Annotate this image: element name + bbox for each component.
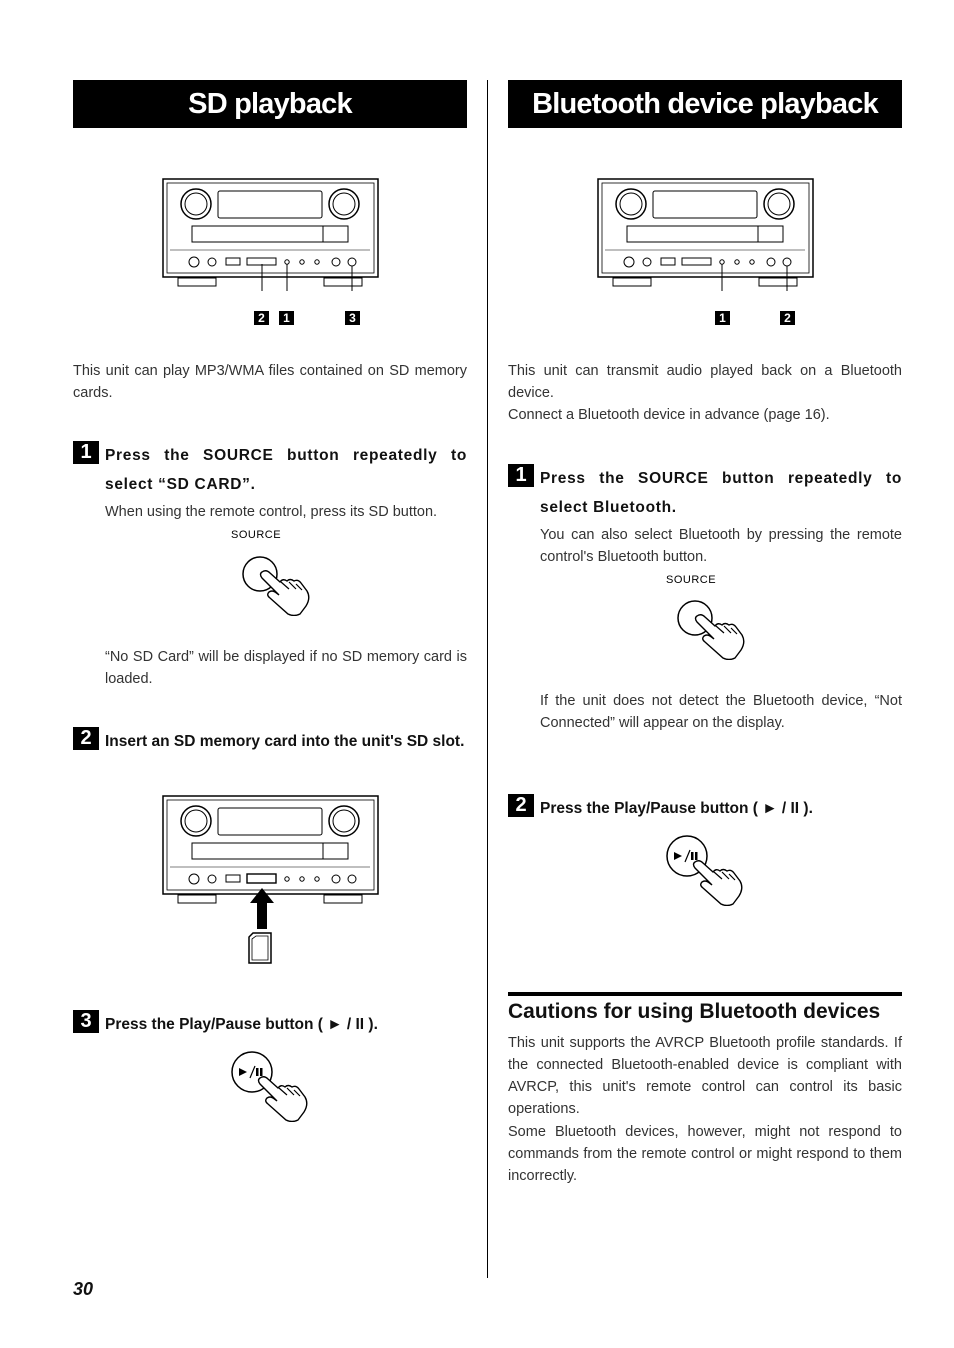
hand-press-play-pause-icon xyxy=(665,834,749,906)
hand-press-source-icon xyxy=(238,552,314,616)
unit-front-panel-illustration xyxy=(160,176,382,291)
sd-step-1-note: When using the remote control, press its SD button. xyxy=(105,504,438,520)
callout-badge-1: 1 xyxy=(279,311,294,325)
hand-press-source-icon xyxy=(673,596,749,660)
sd-card-insert-illustration xyxy=(160,793,382,969)
cautions-paragraph-2: Some Bluetooth devices, however, might not respond to commands from the remote control or might respond to them incorrectly. xyxy=(508,1124,902,1184)
step-title: Press the SOURCE button repeatedly to select Bluetooth. xyxy=(540,470,902,516)
sd-step-2 xyxy=(73,727,467,787)
step-title: Insert an SD memory card into the unit's SD slot. xyxy=(105,733,465,750)
cautions-paragraph-1: This unit supports the AVRCP Bluetooth profile standards. If the connected Bluetooth-enabled device is compliant with AVRCP, this unit's remote control can control its basic operations. xyxy=(508,1035,902,1117)
sd-intro-text: This unit can play MP3/WMA files contained on SD memory cards. xyxy=(73,363,467,401)
source-button-label: SOURCE xyxy=(666,574,717,586)
step-number: 3 xyxy=(73,1010,99,1033)
callout-badge-1: 1 xyxy=(715,311,730,325)
hand-press-play-pause-icon xyxy=(230,1050,314,1122)
step-number: 2 xyxy=(508,794,534,817)
bt-step-1 xyxy=(508,464,902,524)
page-number: 30 xyxy=(73,1279,94,1299)
step-number: 2 xyxy=(73,727,99,750)
bt-intro-text: This unit can transmit audio played back on a Bluetooth device. xyxy=(508,363,902,401)
bt-step-1-note: You can also select Bluetooth by pressing the remote control's Bluetooth button. xyxy=(540,527,902,565)
section-title-sd-playback: SD playback xyxy=(73,80,467,128)
callout-badge-3: 3 xyxy=(345,311,360,325)
callout-badge-2: 2 xyxy=(254,311,269,325)
sd-step-1 xyxy=(73,441,467,501)
step-number: 1 xyxy=(508,464,534,487)
bt-step-2 xyxy=(508,794,902,824)
step-title: Press the Play/Pause button ( ► / II ). xyxy=(105,1016,378,1033)
step-title: Press the SOURCE button repeatedly to select “SD CARD”. xyxy=(105,447,467,493)
bt-intro-text-2: Connect a Bluetooth device in advance (page 16). xyxy=(508,407,830,423)
source-button-label: SOURCE xyxy=(231,529,282,541)
sd-step-1-note-2: “No SD Card” will be displayed if no SD memory card is loaded. xyxy=(105,649,467,687)
bt-step-1-note-2: If the unit does not detect the Bluetooth device, “Not Connected” will appear on the display. xyxy=(540,693,902,731)
step-title: Press the Play/Pause button ( ► / II ). xyxy=(540,800,813,817)
callout-badge-2: 2 xyxy=(780,311,795,325)
unit-front-panel-illustration xyxy=(595,176,817,291)
cautions-heading: Cautions for using Bluetooth devices xyxy=(508,992,902,1024)
step-number: 1 xyxy=(73,441,99,464)
sd-step-3 xyxy=(73,1010,467,1040)
column-divider xyxy=(487,80,488,1278)
section-title-bluetooth-playback: Bluetooth device playback xyxy=(508,80,902,128)
